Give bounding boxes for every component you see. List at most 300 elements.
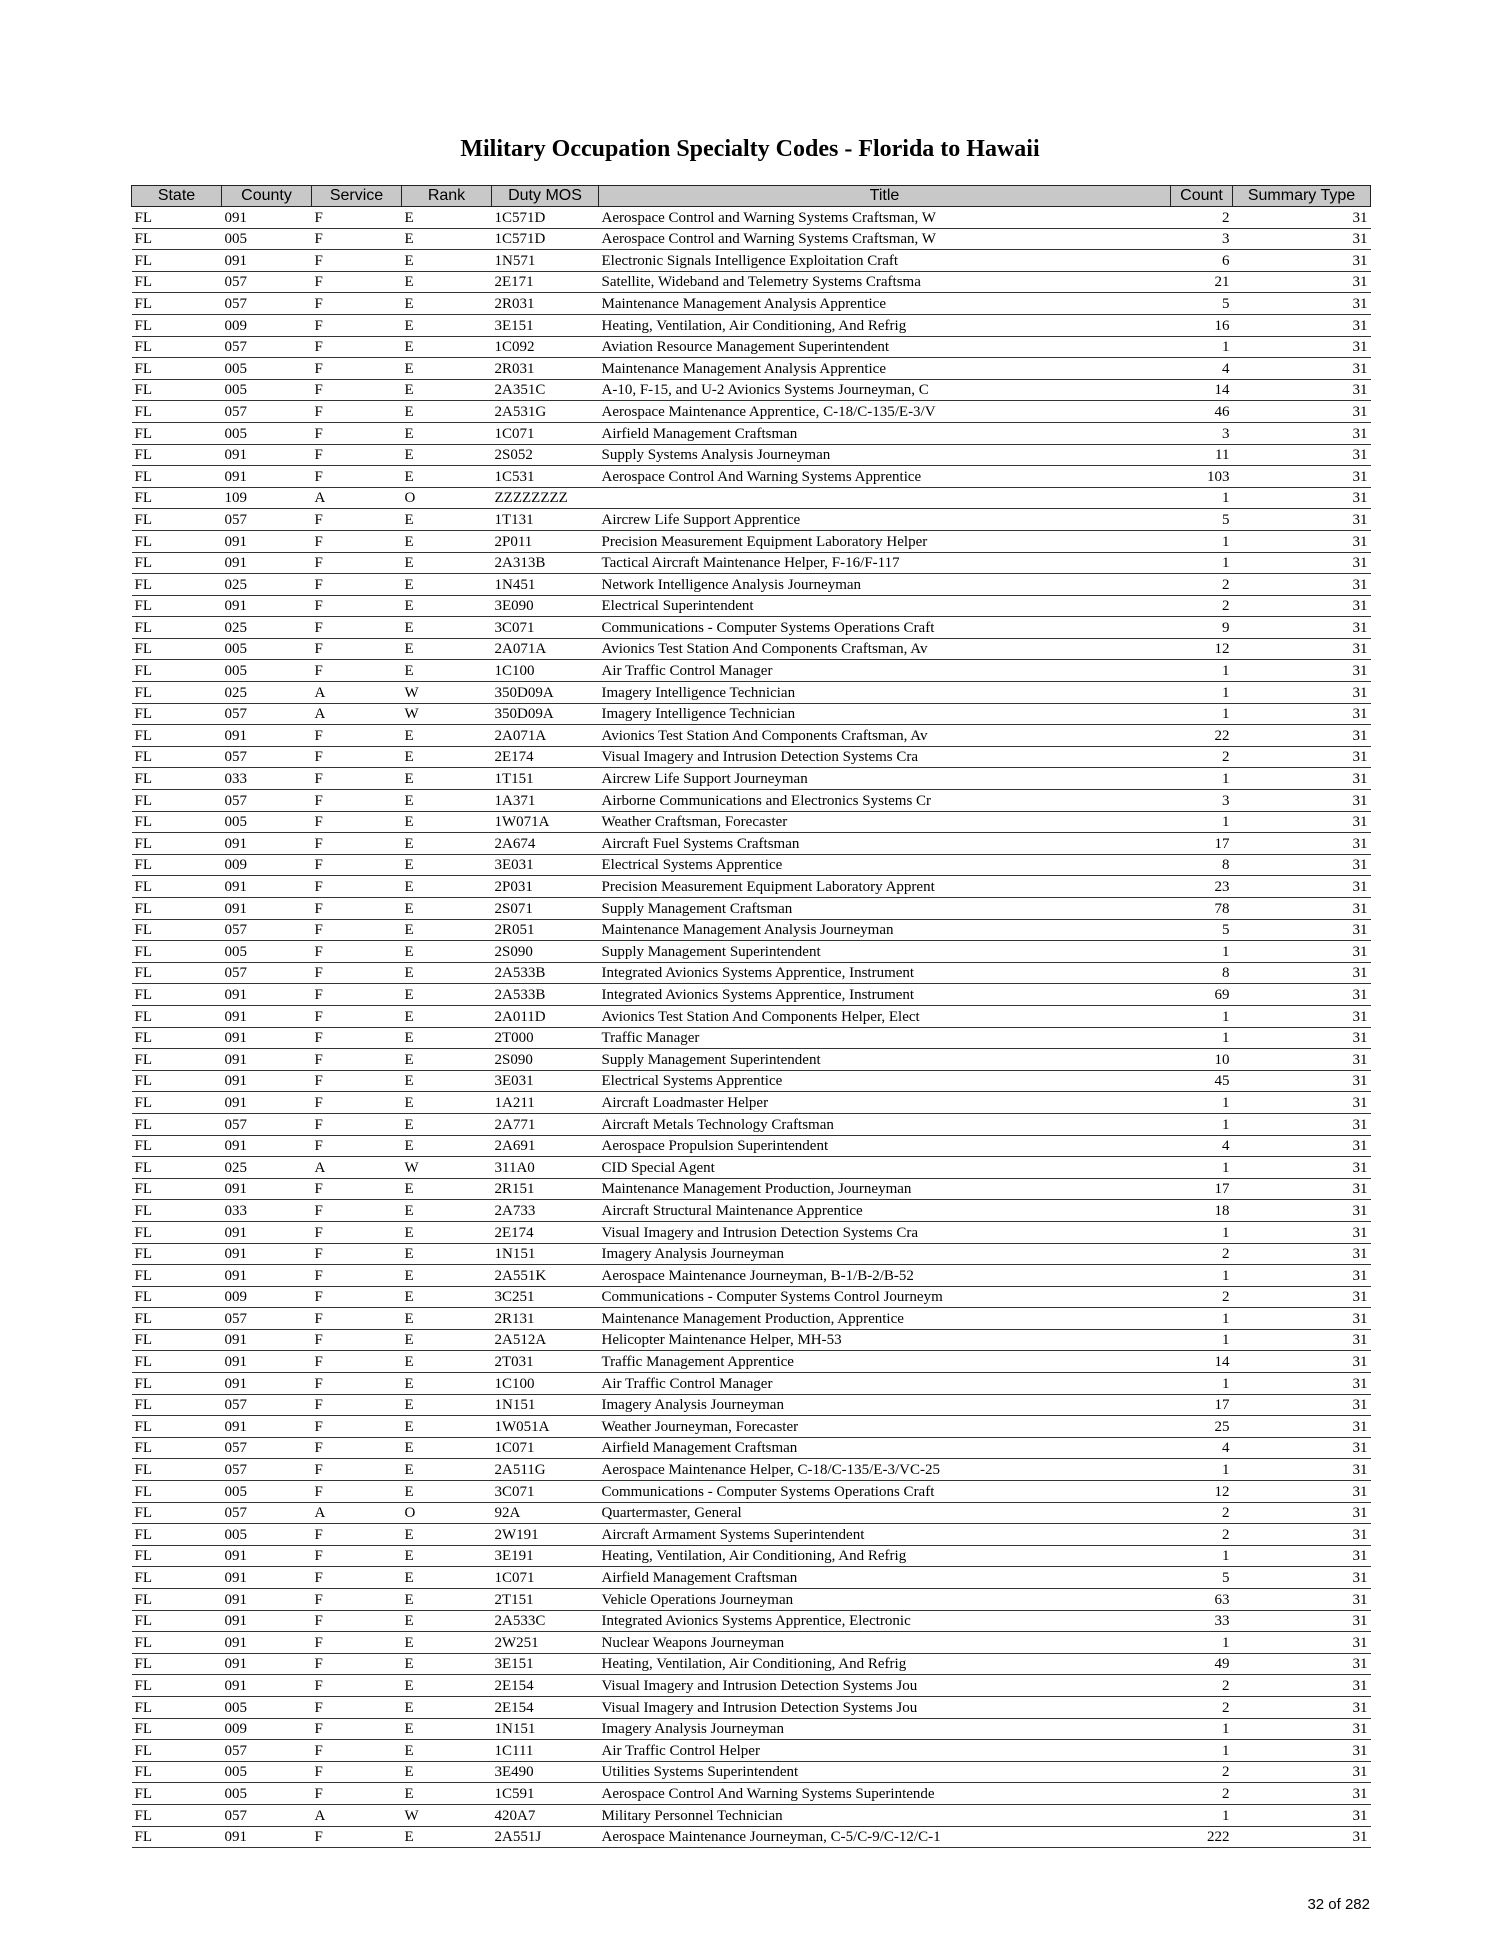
count-cell: 14 [1171, 379, 1233, 401]
duty-mos-cell: 2A733 [492, 1200, 599, 1222]
count-cell: 14 [1171, 1351, 1233, 1373]
rank-cell: E [402, 271, 492, 293]
state-cell: FL [132, 379, 222, 401]
service-cell: F [312, 1394, 402, 1416]
count-cell: 16 [1171, 314, 1233, 336]
county-cell: 091 [222, 1545, 312, 1567]
duty-mos-cell: 2E154 [492, 1696, 599, 1718]
state-cell: FL [132, 1610, 222, 1632]
count-cell: 10 [1171, 1049, 1233, 1071]
table-row [132, 1243, 1371, 1265]
title-cell: Supply Management Superintendent [599, 1049, 1171, 1071]
count-cell: 2 [1171, 1783, 1233, 1805]
county-cell: 057 [222, 1113, 312, 1135]
duty-mos-cell: 2A533B [492, 962, 599, 984]
title-cell: Electronic Signals Intelligence Exploitation Craft [599, 250, 1171, 272]
service-cell: F [312, 898, 402, 920]
count-cell: 6 [1171, 250, 1233, 272]
rank-cell: E [402, 314, 492, 336]
title-cell: Imagery Analysis Journeyman [599, 1243, 1171, 1265]
duty-mos-cell: 2R051 [492, 919, 599, 941]
title-cell: Heating, Ventilation, Air Conditioning, And Refrig [599, 314, 1171, 336]
county-cell: 057 [222, 919, 312, 941]
service-cell: F [312, 379, 402, 401]
count-cell: 23 [1171, 876, 1233, 898]
summary-type-cell: 31 [1233, 1092, 1371, 1114]
state-cell: FL [132, 746, 222, 768]
rank-cell: E [402, 530, 492, 552]
rank-cell: E [402, 293, 492, 315]
table-row [132, 962, 1371, 984]
service-cell: F [312, 422, 402, 444]
summary-type-cell: 31 [1233, 1135, 1371, 1157]
state-cell: FL [132, 1653, 222, 1675]
service-cell: F [312, 336, 402, 358]
duty-mos-cell: 1C071 [492, 1437, 599, 1459]
service-cell: F [312, 1351, 402, 1373]
county-cell: 091 [222, 1610, 312, 1632]
count-cell: 1 [1171, 660, 1233, 682]
summary-type-cell: 31 [1233, 811, 1371, 833]
title-cell: Vehicle Operations Journeyman [599, 1589, 1171, 1611]
service-cell: F [312, 638, 402, 660]
count-cell: 4 [1171, 1437, 1233, 1459]
table-row [132, 1653, 1371, 1675]
summary-type-cell: 31 [1233, 768, 1371, 790]
duty-mos-cell: 2T000 [492, 1027, 599, 1049]
summary-type-cell: 31 [1233, 293, 1371, 315]
county-cell: 091 [222, 1092, 312, 1114]
county-cell: 091 [222, 1589, 312, 1611]
table-row [132, 1049, 1371, 1071]
rank-cell: E [402, 1740, 492, 1762]
table-row [132, 1567, 1371, 1589]
service-cell: F [312, 768, 402, 790]
title-cell: Visual Imagery and Intrusion Detection Systems Cra [599, 746, 1171, 768]
service-cell: F [312, 466, 402, 488]
summary-type-cell: 31 [1233, 444, 1371, 466]
state-cell: FL [132, 228, 222, 250]
rank-cell: E [402, 1265, 492, 1287]
duty-mos-cell: 311A0 [492, 1157, 599, 1179]
rank-cell: E [402, 466, 492, 488]
rank-cell: E [402, 638, 492, 660]
service-cell: F [312, 1761, 402, 1783]
count-cell: 25 [1171, 1416, 1233, 1438]
table-row [132, 1545, 1371, 1567]
county-cell: 091 [222, 833, 312, 855]
state-cell: FL [132, 466, 222, 488]
table-header-row [132, 186, 1371, 207]
summary-type-cell: 31 [1233, 1740, 1371, 1762]
duty-mos-cell: 1N151 [492, 1243, 599, 1265]
county-cell: 005 [222, 941, 312, 963]
duty-mos-cell: 2R131 [492, 1308, 599, 1330]
service-cell: F [312, 833, 402, 855]
state-cell: FL [132, 552, 222, 574]
duty-mos-cell: 3E151 [492, 1653, 599, 1675]
rank-cell: E [402, 422, 492, 444]
table-row [132, 358, 1371, 380]
duty-mos-cell: 2T151 [492, 1589, 599, 1611]
summary-type-cell: 31 [1233, 703, 1371, 725]
summary-type-cell: 31 [1233, 1826, 1371, 1848]
count-cell: 2 [1171, 207, 1233, 229]
rank-cell: E [402, 962, 492, 984]
service-cell: F [312, 1027, 402, 1049]
count-cell: 1 [1171, 552, 1233, 574]
service-cell: F [312, 746, 402, 768]
table-row [132, 444, 1371, 466]
count-cell: 1 [1171, 682, 1233, 704]
title-cell: A-10, F-15, and U-2 Avionics Systems Journeyman, C [599, 379, 1171, 401]
service-cell: F [312, 1524, 402, 1546]
county-cell: 005 [222, 379, 312, 401]
service-cell: F [312, 725, 402, 747]
service-cell: F [312, 1243, 402, 1265]
count-cell: 17 [1171, 1178, 1233, 1200]
service-cell: F [312, 228, 402, 250]
title-cell: Supply Management Superintendent [599, 941, 1171, 963]
duty-mos-cell: 1W071A [492, 811, 599, 833]
header-title: Title [599, 186, 1171, 207]
service-cell: F [312, 1221, 402, 1243]
duty-mos-cell: 1N571 [492, 250, 599, 272]
title-cell: Aerospace Maintenance Journeyman, B-1/B-2/B-52 [599, 1265, 1171, 1287]
service-cell: A [312, 682, 402, 704]
summary-type-cell: 31 [1233, 1243, 1371, 1265]
state-cell: FL [132, 617, 222, 639]
rank-cell: E [402, 1178, 492, 1200]
rank-cell: E [402, 1092, 492, 1114]
duty-mos-cell: 2A533B [492, 984, 599, 1006]
county-cell: 091 [222, 1416, 312, 1438]
state-cell: FL [132, 1589, 222, 1611]
service-cell: F [312, 1070, 402, 1092]
title-cell: Air Traffic Control Manager [599, 1373, 1171, 1395]
count-cell: 12 [1171, 638, 1233, 660]
service-cell: F [312, 1200, 402, 1222]
summary-type-cell: 31 [1233, 1200, 1371, 1222]
county-cell: 091 [222, 1027, 312, 1049]
title-cell: Utilities Systems Superintendent [599, 1761, 1171, 1783]
duty-mos-cell: 2R151 [492, 1178, 599, 1200]
table-row [132, 487, 1371, 509]
county-cell: 091 [222, 725, 312, 747]
duty-mos-cell: 2E174 [492, 1221, 599, 1243]
rank-cell: E [402, 1545, 492, 1567]
table-row [132, 1265, 1371, 1287]
summary-type-cell: 31 [1233, 833, 1371, 855]
summary-type-cell: 31 [1233, 746, 1371, 768]
title-cell: Integrated Avionics Systems Apprentice, Instrument [599, 984, 1171, 1006]
summary-type-cell: 31 [1233, 1373, 1371, 1395]
rank-cell: E [402, 1351, 492, 1373]
summary-type-cell: 31 [1233, 1610, 1371, 1632]
count-cell: 78 [1171, 898, 1233, 920]
state-cell: FL [132, 898, 222, 920]
table-row [132, 1200, 1371, 1222]
title-cell: Communications - Computer Systems Operations Craft [599, 617, 1171, 639]
duty-mos-cell: 2A771 [492, 1113, 599, 1135]
service-cell: F [312, 1437, 402, 1459]
summary-type-cell: 31 [1233, 1437, 1371, 1459]
duty-mos-cell: 2A071A [492, 725, 599, 747]
state-cell: FL [132, 293, 222, 315]
count-cell: 1 [1171, 1718, 1233, 1740]
state-cell: FL [132, 768, 222, 790]
title-cell: Aerospace Maintenance Helper, C-18/C-135/E-3/VC-25 [599, 1459, 1171, 1481]
table-row [132, 833, 1371, 855]
summary-type-cell: 31 [1233, 1481, 1371, 1503]
title-cell: CID Special Agent [599, 1157, 1171, 1179]
duty-mos-cell: 2R031 [492, 358, 599, 380]
rank-cell: E [402, 574, 492, 596]
mos-codes-table [131, 185, 1371, 1848]
title-cell: Electrical Superintendent [599, 595, 1171, 617]
summary-type-cell: 31 [1233, 941, 1371, 963]
state-cell: FL [132, 1049, 222, 1071]
table-row [132, 1092, 1371, 1114]
county-cell: 091 [222, 250, 312, 272]
service-cell: F [312, 314, 402, 336]
title-cell: Aerospace Propulsion Superintendent [599, 1135, 1171, 1157]
table-row [132, 271, 1371, 293]
header-county: County [222, 186, 312, 207]
state-cell: FL [132, 682, 222, 704]
service-cell: F [312, 1653, 402, 1675]
state-cell: FL [132, 811, 222, 833]
state-cell: FL [132, 1157, 222, 1179]
title-cell: Aircraft Loadmaster Helper [599, 1092, 1171, 1114]
service-cell: F [312, 1589, 402, 1611]
title-cell: Supply Management Craftsman [599, 898, 1171, 920]
duty-mos-cell: 1T151 [492, 768, 599, 790]
duty-mos-cell: 3E031 [492, 1070, 599, 1092]
summary-type-cell: 31 [1233, 1502, 1371, 1524]
rank-cell: E [402, 379, 492, 401]
county-cell: 091 [222, 1675, 312, 1697]
header-service: Service [312, 186, 402, 207]
duty-mos-cell: 2R031 [492, 293, 599, 315]
rank-cell: E [402, 941, 492, 963]
county-cell: 091 [222, 1049, 312, 1071]
table-row [132, 336, 1371, 358]
state-cell: FL [132, 1243, 222, 1265]
county-cell: 091 [222, 1373, 312, 1395]
summary-type-cell: 31 [1233, 487, 1371, 509]
duty-mos-cell: 2S071 [492, 898, 599, 920]
state-cell: FL [132, 1200, 222, 1222]
county-cell: 091 [222, 1135, 312, 1157]
table-row [132, 1135, 1371, 1157]
table-row [132, 1221, 1371, 1243]
summary-type-cell: 31 [1233, 1157, 1371, 1179]
summary-type-cell: 31 [1233, 401, 1371, 423]
county-cell: 005 [222, 811, 312, 833]
summary-type-cell: 31 [1233, 574, 1371, 596]
state-cell: FL [132, 876, 222, 898]
state-cell: FL [132, 1826, 222, 1848]
duty-mos-cell: 2E171 [492, 271, 599, 293]
duty-mos-cell: 1C100 [492, 1373, 599, 1395]
title-cell: Aerospace Control and Warning Systems Craftsman, W [599, 228, 1171, 250]
rank-cell: E [402, 811, 492, 833]
state-cell: FL [132, 422, 222, 444]
table-row [132, 1286, 1371, 1308]
count-cell: 2 [1171, 574, 1233, 596]
duty-mos-cell: 2S090 [492, 1049, 599, 1071]
state-cell: FL [132, 1675, 222, 1697]
rank-cell: E [402, 509, 492, 531]
table-row [132, 1373, 1371, 1395]
summary-type-cell: 31 [1233, 898, 1371, 920]
state-cell: FL [132, 530, 222, 552]
table-row [132, 941, 1371, 963]
county-cell: 033 [222, 768, 312, 790]
count-cell: 3 [1171, 790, 1233, 812]
state-cell: FL [132, 1092, 222, 1114]
duty-mos-cell: 2A511G [492, 1459, 599, 1481]
county-cell: 091 [222, 595, 312, 617]
table-row [132, 1761, 1371, 1783]
service-cell: F [312, 1265, 402, 1287]
service-cell: F [312, 962, 402, 984]
title-cell: Avionics Test Station And Components Craftsman, Av [599, 725, 1171, 747]
county-cell: 057 [222, 1308, 312, 1330]
duty-mos-cell: 2W191 [492, 1524, 599, 1546]
duty-mos-cell: 1A371 [492, 790, 599, 812]
rank-cell: E [402, 1632, 492, 1654]
county-cell: 005 [222, 1481, 312, 1503]
count-cell: 3 [1171, 422, 1233, 444]
county-cell: 005 [222, 422, 312, 444]
title-cell: Avionics Test Station And Components Helper, Elect [599, 1005, 1171, 1027]
title-cell: Airfield Management Craftsman [599, 422, 1171, 444]
county-cell: 091 [222, 466, 312, 488]
service-cell: A [312, 1157, 402, 1179]
summary-type-cell: 31 [1233, 1804, 1371, 1826]
service-cell: F [312, 1005, 402, 1027]
duty-mos-cell: 2A512A [492, 1329, 599, 1351]
title-cell: Quartermaster, General [599, 1502, 1171, 1524]
title-cell: Satellite, Wideband and Telemetry Systems Craftsma [599, 271, 1171, 293]
county-cell: 057 [222, 790, 312, 812]
service-cell: F [312, 660, 402, 682]
duty-mos-cell: 1N151 [492, 1394, 599, 1416]
count-cell: 5 [1171, 1567, 1233, 1589]
title-cell: Airfield Management Craftsman [599, 1437, 1171, 1459]
service-cell: F [312, 790, 402, 812]
county-cell: 009 [222, 1286, 312, 1308]
state-cell: FL [132, 919, 222, 941]
summary-type-cell: 31 [1233, 1070, 1371, 1092]
count-cell: 1 [1171, 1804, 1233, 1826]
duty-mos-cell: 3E031 [492, 854, 599, 876]
count-cell: 22 [1171, 725, 1233, 747]
table-row [132, 379, 1371, 401]
title-cell: Aerospace Control And Warning Systems Superintende [599, 1783, 1171, 1805]
count-cell: 2 [1171, 746, 1233, 768]
service-cell: F [312, 271, 402, 293]
title-cell: Integrated Avionics Systems Apprentice, Electronic [599, 1610, 1171, 1632]
rank-cell: E [402, 1027, 492, 1049]
title-cell: Helicopter Maintenance Helper, MH-53 [599, 1329, 1171, 1351]
summary-type-cell: 31 [1233, 638, 1371, 660]
summary-type-cell: 31 [1233, 919, 1371, 941]
table-row [132, 1070, 1371, 1092]
county-cell: 091 [222, 1221, 312, 1243]
service-cell: F [312, 1135, 402, 1157]
count-cell: 21 [1171, 271, 1233, 293]
count-cell: 4 [1171, 358, 1233, 380]
county-cell: 025 [222, 574, 312, 596]
count-cell: 1 [1171, 703, 1233, 725]
duty-mos-cell: 3C071 [492, 617, 599, 639]
county-cell: 091 [222, 1351, 312, 1373]
service-cell: F [312, 1718, 402, 1740]
state-cell: FL [132, 1545, 222, 1567]
service-cell: F [312, 854, 402, 876]
summary-type-cell: 31 [1233, 228, 1371, 250]
rank-cell: E [402, 1416, 492, 1438]
rank-cell: E [402, 876, 492, 898]
state-cell: FL [132, 1696, 222, 1718]
county-cell: 091 [222, 1567, 312, 1589]
county-cell: 091 [222, 1070, 312, 1092]
table-row [132, 1178, 1371, 1200]
county-cell: 057 [222, 746, 312, 768]
county-cell: 009 [222, 314, 312, 336]
title-cell: Communications - Computer Systems Operations Craft [599, 1481, 1171, 1503]
state-cell: FL [132, 509, 222, 531]
duty-mos-cell: 2T031 [492, 1351, 599, 1373]
table-row [132, 1675, 1371, 1697]
summary-type-cell: 31 [1233, 1632, 1371, 1654]
rank-cell: E [402, 552, 492, 574]
county-cell: 057 [222, 1804, 312, 1826]
duty-mos-cell: 1N451 [492, 574, 599, 596]
service-cell: F [312, 1610, 402, 1632]
duty-mos-cell: 2S090 [492, 941, 599, 963]
state-cell: FL [132, 1070, 222, 1092]
title-cell: Communications - Computer Systems Control Journeym [599, 1286, 1171, 1308]
duty-mos-cell: 3C071 [492, 1481, 599, 1503]
title-cell: Aircrew Life Support Journeyman [599, 768, 1171, 790]
duty-mos-cell: 2A551K [492, 1265, 599, 1287]
state-cell: FL [132, 1027, 222, 1049]
rank-cell: E [402, 207, 492, 229]
summary-type-cell: 31 [1233, 854, 1371, 876]
service-cell: F [312, 617, 402, 639]
duty-mos-cell: 2E154 [492, 1675, 599, 1697]
count-cell: 1 [1171, 1459, 1233, 1481]
rank-cell: E [402, 1308, 492, 1330]
table-row [132, 1632, 1371, 1654]
service-cell: A [312, 1804, 402, 1826]
table-row [132, 595, 1371, 617]
table-row [132, 725, 1371, 747]
service-cell: F [312, 919, 402, 941]
title-cell: Airfield Management Craftsman [599, 1567, 1171, 1589]
count-cell: 45 [1171, 1070, 1233, 1092]
service-cell: F [312, 1481, 402, 1503]
service-cell: F [312, 1092, 402, 1114]
state-cell: FL [132, 962, 222, 984]
summary-type-cell: 31 [1233, 984, 1371, 1006]
title-cell: Aircraft Metals Technology Craftsman [599, 1113, 1171, 1135]
rank-cell: O [402, 1502, 492, 1524]
